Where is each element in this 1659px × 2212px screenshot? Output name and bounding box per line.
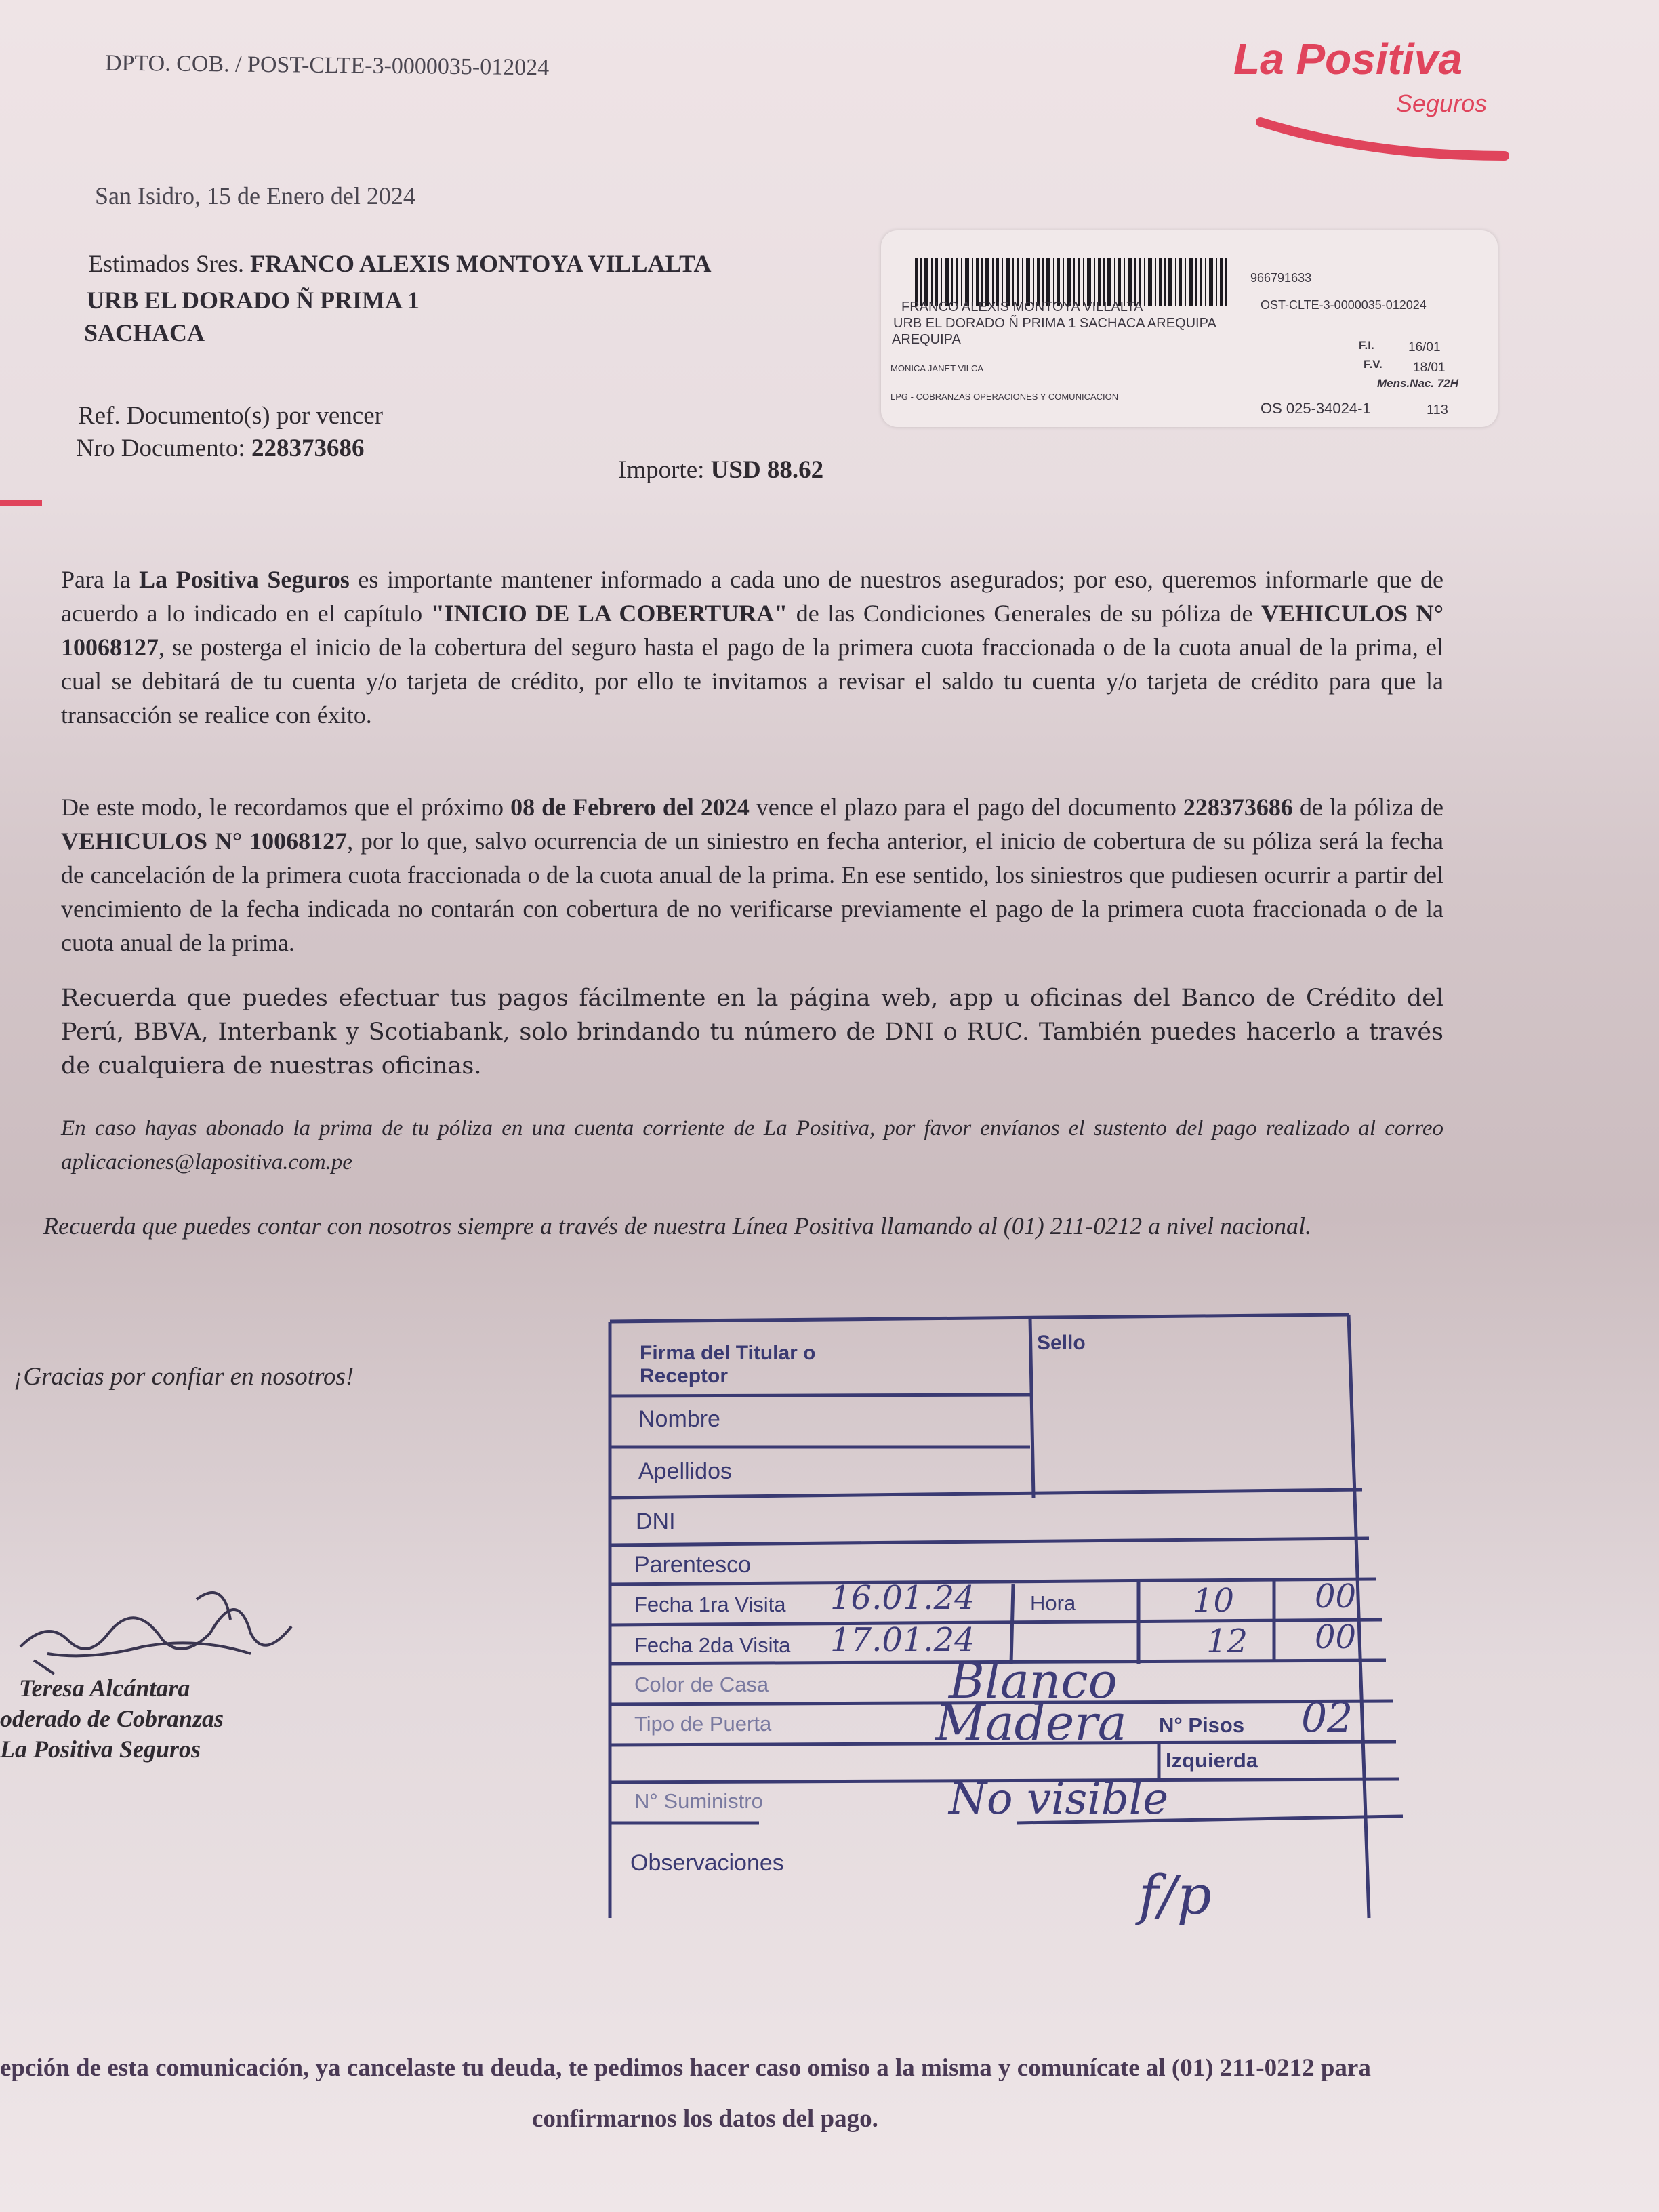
label-address: URB EL DORADO Ñ PRIMA 1 SACHACA AREQUIPA — [893, 316, 1216, 331]
color-value: Blanco — [949, 1652, 1118, 1709]
puerta-value: Madera — [935, 1694, 1127, 1751]
visit2-minute: 00 — [1315, 1618, 1357, 1656]
visit1-label: Fecha 1ra Visita — [634, 1593, 786, 1616]
label-recipient-name: FRANCO ALEXIS MONTOYA VILLALTA — [901, 300, 1143, 314]
logo-subtitle: Seguros — [1396, 89, 1488, 117]
amount-label: Importe: — [618, 456, 705, 484]
visit1-minute: 00 — [1315, 1578, 1357, 1616]
logo-name: La Positiva — [1233, 35, 1462, 83]
barcode-number: 966791633 — [1250, 271, 1312, 285]
recipient-district: SACHACA — [84, 319, 205, 346]
salutation: Estimados Sres. — [88, 250, 244, 277]
document-number-label: Nro Documento: — [76, 434, 245, 462]
label-city: AREQUIPA — [892, 332, 961, 347]
department-reference: DPTO. COB. / POST-CLTE-3-0000035-012024 — [104, 50, 550, 81]
fold-mark — [0, 500, 42, 506]
due-date: 08 de Febrero del 2024 — [510, 794, 750, 821]
fi-value: 16/01 — [1408, 340, 1441, 354]
thanks-line: ¡Gracias por confiar en nosotros! — [14, 1363, 354, 1391]
visit2-label: Fecha 2da Visita — [634, 1633, 791, 1657]
pisos-label: N° Pisos — [1159, 1713, 1245, 1737]
document-number-line — [76, 434, 364, 463]
logo-swoosh-icon — [1233, 108, 1518, 163]
izquierda-label: Izquierda — [1166, 1748, 1258, 1772]
suministro-label: N° Suministro — [634, 1789, 763, 1813]
suministro-value: No visible — [949, 1774, 1169, 1824]
policy-number-inline: VEHICULOS N° 10068127 — [61, 827, 348, 855]
paragraph-bank-transfer: En caso hayas abonado la prima de tu póliza en una cuenta corriente de La Positiva, por favor envíanos el sustento del pago realizado al correo aplicaciones@lapositiva.com.pe — [61, 1116, 1443, 1174]
label-os-number: 113 — [1427, 403, 1448, 417]
footer-line-2: confirmarnos los datos del pago. — [532, 2105, 878, 2133]
fv-value: 18/01 — [1413, 361, 1446, 375]
color-label: Color de Casa — [634, 1673, 769, 1696]
label-reference: OST-CLTE-3-0000035-012024 — [1261, 298, 1427, 312]
observaciones-label: Observaciones — [630, 1850, 784, 1876]
signer-name: Teresa Alcántara — [19, 1675, 190, 1702]
recipient-block — [88, 249, 712, 278]
apellidos-label: Apellidos — [638, 1458, 732, 1484]
hora-label: Hora — [1030, 1591, 1076, 1615]
policy-number: VEHICULOS N° 10068127 — [61, 600, 1443, 661]
signer-company: La Positiva Seguros — [0, 1736, 201, 1763]
signer-role: oderado de Cobranzas — [0, 1705, 224, 1732]
date-line: San Isidro, 15 de Enero del 2024 — [95, 182, 415, 209]
recipient-address: URB EL DORADO Ñ PRIMA 1 — [87, 287, 420, 314]
company-logo — [1233, 34, 1518, 169]
pisos-value: 02 — [1301, 1694, 1353, 1742]
paragraph-coverage: Para la La Positiva Seguros es importante mantener informado a cada uno de nuestros asegurados; por eso, queremos informarle que de acuerdo a lo indicado en el capítulo "INICIO DE LA COBERTURA" de las Condiciones Generales de su póliza de VEHICULOS N° 10068127, se posterga el inicio de la cobertura del seguro hasta el pago de la primera cuota fraccionada o de la cuota anual de la prima, el cual se debitará de tu cuenta y/o tarjeta de crédito, por ello te invitamos a revisar el saldo tu cuenta y/o tarjeta de crédito para que la transacción se realice con éxito. — [61, 566, 1443, 729]
puerta-label: Tipo de Puerta — [634, 1712, 772, 1736]
parentesco-label: Parentesco — [634, 1552, 751, 1578]
observaciones-value: f/p — [1139, 1864, 1212, 1927]
recipient-name: FRANCO ALEXIS MONTOYA VILLALTA — [250, 250, 712, 277]
reference-label: Ref. Documento(s) por vencer — [78, 402, 383, 430]
nombre-label: Nombre — [638, 1406, 720, 1432]
firma-label: Firma del Titular o Receptor — [640, 1342, 816, 1387]
amount-value: USD 88.62 — [710, 456, 824, 484]
amount-line — [618, 455, 823, 485]
dni-label: DNI — [636, 1509, 676, 1534]
document-number-value: 228373686 — [251, 434, 365, 462]
label-department: LPG - COBRANZAS OPERACIONES Y COMUNICACION — [890, 392, 1119, 402]
delivery-stamp-form — [596, 1308, 1450, 1931]
company-name: La Positiva Seguros — [139, 566, 350, 593]
paragraph-contact-line: Recuerda que puedes contar con nosotros siempre a través de nuestra Línea Positiva llamando al (01) 211-0212 a nivel nacional. — [43, 1212, 1312, 1240]
label-service: Mens.Nac. 72H — [1377, 377, 1458, 390]
sello-label: Sello — [1037, 1332, 1086, 1354]
paragraph-payment-options: Recuerda que puedes efectuar tus pagos fácilmente en la página web, app u oficinas del Banco de Crédito del Perú, BBVA, Interbank y Scotiabank, solo brindando tu número de DNI o RUC. También puedes hacerlo a través de cualquiera de nuestras oficinas. — [61, 985, 1443, 1080]
fi-label: F.I. — [1359, 339, 1374, 352]
label-agent: MONICA JANET VILCA — [890, 363, 984, 373]
mailing-label — [881, 230, 1498, 427]
chapter-title: "INICIO DE LA COBERTURA" — [430, 600, 788, 627]
document-number-inline: 228373686 — [1183, 794, 1293, 821]
fv-label: F.V. — [1364, 358, 1382, 371]
footer-line-1: epción de esta comunicación, ya cancelaste tu deuda, te pedimos hacer caso omiso a la misma y comunícate al (01) 211-0212 para — [0, 2054, 1371, 2082]
visit1-value: 16.01.24 — [830, 1579, 975, 1617]
paragraph-due-date: De este modo, le recordamos que el próximo 08 de Febrero del 2024 vence el plazo para el pago del documento 228373686 de la póliza de VEHICULOS N° 10068127, por lo que, salvo ocurrencia de un siniestro en fecha anterior, el inicio de cobertura de su póliza será la fecha de cancelación de la primera cuota fraccionada o de la cuota anual de la prima. En ese sentido, los siniestros que pudiesen ocurrir a partir del vencimiento de la fecha indicada no contarán con cobertura de no verificarse previamente el pago de la primera cuota fraccionada o de la cuota anual de la prima. — [61, 794, 1443, 956]
visit2-value: 17.01.24 — [830, 1621, 975, 1659]
label-os-code: OS 025-34024-1 — [1261, 400, 1371, 417]
visit1-hour: 10 — [1193, 1582, 1235, 1620]
visit2-hour: 12 — [1206, 1622, 1248, 1660]
